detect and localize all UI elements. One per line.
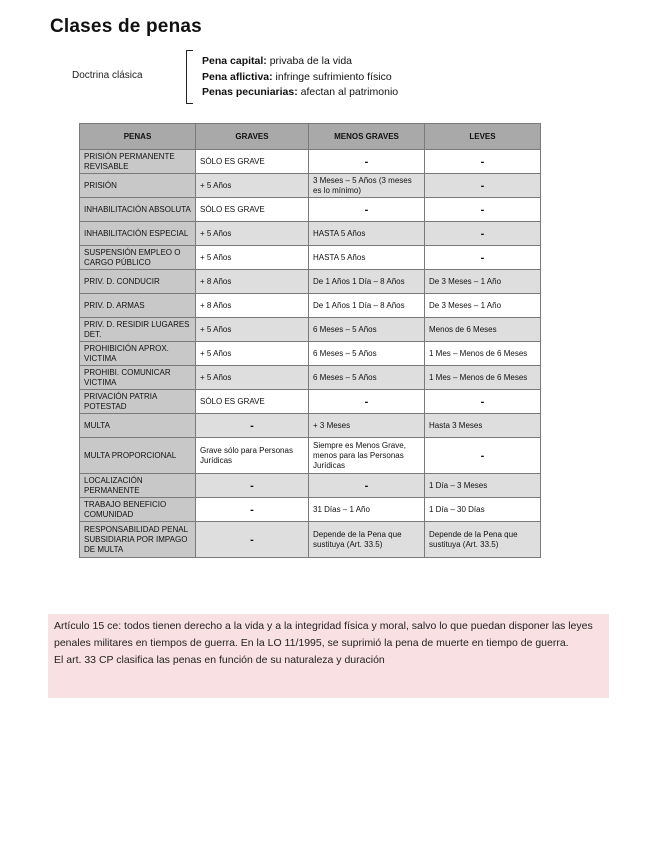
cell-menos-graves: 6 Meses – 5 Años [309,366,425,390]
bracket-divider [186,50,193,104]
cell-graves: + 5 Años [196,318,309,342]
definition-desc: privaba de la vida [269,55,353,67]
table-header-row [80,124,541,150]
cell-leves: De 3 Meses – 1 Año [425,294,541,318]
row-label: PRISIÓN PERMANENTE REVISABLE [80,150,196,174]
table-row [80,366,541,390]
definition-item [202,70,398,86]
table-row [80,474,541,498]
cell-menos-graves: - [309,150,425,174]
cell-leves: - [425,198,541,222]
page-title: Clases de penas [50,16,202,37]
header-menos-graves: MENOS GRAVES [309,124,425,150]
cell-leves: - [425,390,541,414]
table-row [80,198,541,222]
cell-leves: - [425,246,541,270]
row-label: PRIV. D. CONDUCIR [80,270,196,294]
table-row [80,522,541,558]
cell-menos-graves: De 1 Años 1 Día – 8 Años [309,294,425,318]
row-label: PROHIBI. COMUNICAR VICTIMA [80,366,196,390]
cell-leves: 1 Día – 30 Días [425,498,541,522]
cell-menos-graves: Siempre es Menos Grave, menos para las Personas Jurídicas [309,438,425,474]
table-row [80,270,541,294]
cell-menos-graves: - [309,198,425,222]
definition-desc: infringe sufrimiento físico [275,70,392,83]
row-label: MULTA [80,414,196,438]
definition-term: Pena capital: [202,55,267,67]
cell-menos-graves: HASTA 5 Años [309,246,425,270]
row-label: MULTA PROPORCIONAL [80,438,196,474]
row-label: PRIVACIÓN PATRIA POTESTAD [80,390,196,414]
table-row [80,318,541,342]
cell-graves: SÓLO ES GRAVE [196,198,309,222]
row-label: PROHIBICIÓN APROX. VICTIMA [80,342,196,366]
cell-menos-graves: 31 Días – 1 Año [309,498,425,522]
header-leves: LEVES [425,124,541,150]
cell-menos-graves: De 1 Años 1 Día – 8 Años [309,270,425,294]
cell-leves: De 3 Meses – 1 Año [425,270,541,294]
definition-item [202,85,398,101]
header-penas: PENAS [80,124,196,150]
cell-leves: 1 Mes – Menos de 6 Meses [425,366,541,390]
row-label: LOCALIZACIÓN PERMANENTE [80,474,196,498]
row-label: INHABILITACIÓN ESPECIAL [80,222,196,246]
cell-graves: - [196,522,309,558]
cell-graves: + 5 Años [196,342,309,366]
table-row [80,222,541,246]
row-label: PRIV. D. RESIDIR LUGARES DET. [80,318,196,342]
table-row [80,174,541,198]
cell-menos-graves: 3 Meses – 5 Años (3 meses es lo mínimo) [309,174,425,198]
definition-desc: afectan al patrimonio [300,86,399,98]
cell-leves: - [425,174,541,198]
cell-graves: SÓLO ES GRAVE [196,150,309,174]
cell-menos-graves: 6 Meses – 5 Años [309,342,425,366]
cell-graves: - [196,498,309,522]
doctrina-label: Doctrina clásica [72,70,143,81]
row-label: INHABILITACIÓN ABSOLUTA [80,198,196,222]
doctrina-definitions [202,54,398,101]
cell-leves: 1 Mes – Menos de 6 Meses [425,342,541,366]
cell-graves: Grave sólo para Personas Jurídicas [196,438,309,474]
table-row [80,438,541,474]
cell-leves: Menos de 6 Meses [425,318,541,342]
row-label: PRISIÓN [80,174,196,198]
definition-item [202,54,398,70]
cell-menos-graves: 6 Meses – 5 Años [309,318,425,342]
definition-term: Penas pecuniarias: [202,86,298,98]
highlighted-note [48,614,609,698]
table-row [80,294,541,318]
cell-graves: + 5 Años [196,174,309,198]
cell-menos-graves: - [309,474,425,498]
table-row [80,342,541,366]
cell-leves: - [425,222,541,246]
cell-leves: - [425,150,541,174]
table-row [80,498,541,522]
cell-graves: + 5 Años [196,222,309,246]
note-paragraph: Artículo 15 ce: todos tienen derecho a la vida y a la integridad física y moral, salvo lo que puedan disponer las leyes penales militares en tiempos de guerra. En la LO 11/1995, se suprimió la pena de muerte en tiempo de guerra. [54,620,593,649]
cell-menos-graves: - [309,390,425,414]
cell-leves: - [425,438,541,474]
cell-menos-graves: Depende de la Pena que sustituya (Art. 33.5) [309,522,425,558]
row-label: SUSPENSIÓN EMPLEO O CARGO PÚBLICO [80,246,196,270]
cell-graves: + 5 Años [196,246,309,270]
row-label: RESPONSABILIDAD PENAL SUBSIDIARIA POR IMPAGO DE MULTA [80,522,196,558]
cell-graves: + 5 Años [196,366,309,390]
cell-graves: + 8 Años [196,270,309,294]
note-paragraph: El art. 33 CP clasifica las penas en función de su naturaleza y duración [54,654,385,666]
cell-graves: SÓLO ES GRAVE [196,390,309,414]
row-label: TRABAJO BENEFICIO COMUNIDAD [80,498,196,522]
table-row [80,150,541,174]
cell-menos-graves: + 3 Meses [309,414,425,438]
table-row [80,390,541,414]
cell-leves: Hasta 3 Meses [425,414,541,438]
cell-menos-graves: HASTA 5 Años [309,222,425,246]
header-graves: GRAVES [196,124,309,150]
cell-leves: 1 Día – 3 Meses [425,474,541,498]
cell-leves: Depende de la Pena que sustituya (Art. 33.5) [425,522,541,558]
table-row [80,414,541,438]
definition-term: Pena aflictiva: [202,70,273,83]
cell-graves: + 8 Años [196,294,309,318]
table-row [80,246,541,270]
cell-graves: - [196,414,309,438]
row-label: PRIV. D. ARMAS [80,294,196,318]
cell-graves: - [196,474,309,498]
penas-table [79,123,541,558]
